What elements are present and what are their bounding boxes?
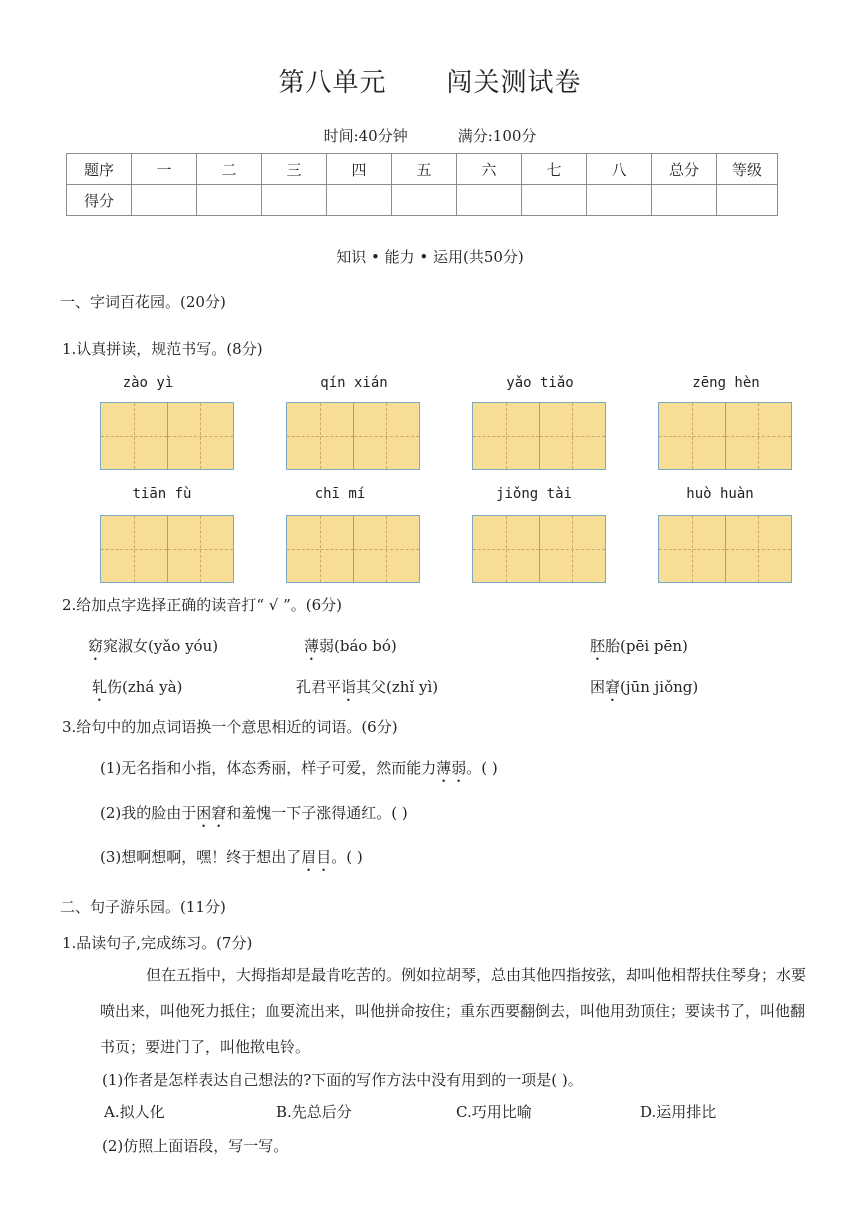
q3-item[interactable]: (2)我的脸由于困窘和羞愧一下子涨得通红。( ) — [100, 804, 408, 822]
score-cell[interactable] — [262, 185, 327, 216]
q2-label: 2.给加点字选择正确的读音打“ √ ”。(6分) — [62, 596, 342, 614]
header-cell: 一 — [132, 154, 197, 185]
reading-choice-item[interactable]: 窈窕淑女(yǎo yóu) — [88, 637, 219, 655]
score-cell[interactable] — [717, 185, 778, 216]
option-b[interactable]: B.先总后分 — [276, 1103, 352, 1121]
writing-grid[interactable] — [100, 515, 234, 583]
part-title: 知识 • 能力 • 运用(共50分) — [336, 248, 524, 266]
q3-label: 3.给句中的加点词语换一个意思相近的词语。(6分) — [62, 718, 398, 736]
grid-cell[interactable] — [539, 403, 606, 469]
dotted-word: 困窘 — [196, 804, 227, 822]
writing-grid[interactable] — [658, 515, 792, 583]
grid-cell[interactable] — [725, 403, 792, 469]
header-cell: 七 — [522, 154, 587, 185]
grid-cell[interactable] — [101, 516, 167, 582]
writing-grid[interactable] — [658, 402, 792, 470]
score-table — [66, 153, 778, 216]
q3-item[interactable]: (3)想啊想啊，嘿！终于想出了眉目。( ) — [100, 848, 363, 866]
dotted-char: 窈 — [88, 637, 104, 655]
header-cell: 等级 — [717, 154, 778, 185]
writing-grid[interactable] — [100, 402, 234, 470]
score-cell[interactable] — [587, 185, 652, 216]
page-title — [0, 62, 860, 99]
option-d[interactable]: D.运用排比 — [640, 1103, 717, 1121]
section1-heading: 一、字词百花园。(20分) — [60, 293, 226, 311]
header-cell: 五 — [392, 154, 457, 185]
grid-cell[interactable] — [353, 403, 420, 469]
option-c[interactable]: C.巧用比喻 — [456, 1103, 532, 1121]
header-cell: 八 — [587, 154, 652, 185]
s2-q1-label: 1.品读句子,完成练习。(7分) — [62, 934, 253, 952]
s2-sub1: (1)作者是怎样表达自己想法的?下面的写作方法中没有用到的一项是( )。 — [102, 1071, 583, 1089]
score-cell[interactable] — [392, 185, 457, 216]
title-unit: 第八单元 — [278, 68, 387, 98]
dotted-char: 胚 — [590, 637, 606, 655]
writing-grid[interactable] — [286, 402, 420, 470]
score-cell[interactable] — [522, 185, 587, 216]
dotted-char: 薄 — [304, 637, 320, 655]
pinyin-label: huò huàn — [686, 486, 754, 502]
s2-sub2: (2)仿照上面语段，写一写。 — [102, 1137, 289, 1155]
dotted-word: 眉目 — [301, 848, 332, 866]
score-cell[interactable] — [132, 185, 197, 216]
pinyin-label: zào yì — [122, 375, 174, 391]
grid-cell[interactable] — [167, 516, 234, 582]
grid-cell[interactable] — [659, 403, 725, 469]
reading-passage: 但在五指中，大拇指却是最肯吃苦的。例如拉胡琴，总由其他四指按弦，却叫他相帮扶住琴身；水要喷出来，叫他死力抵住；血要流出来，叫他拼命按住；重东西要翻倒去，叫他用劲顶住；要读书了，叫他翻书页；要进门了，叫他揿电铃。 — [100, 966, 807, 1056]
writing-grid[interactable] — [472, 515, 606, 583]
pinyin-label: zēng hèn — [692, 375, 760, 391]
dotted-char: 轧 — [92, 678, 108, 696]
grid-cell[interactable] — [539, 516, 606, 582]
grid-cell[interactable] — [473, 403, 539, 469]
pinyin-label: jiǒng tài — [496, 486, 572, 502]
q1-label: 1.认真拼读，规范书写。(8分) — [62, 340, 263, 358]
writing-grid[interactable] — [286, 515, 420, 583]
score-table-score-row — [67, 185, 778, 216]
reading-choice-item[interactable]: 孔君平诣其父(zhǐ yì) — [296, 678, 439, 696]
reading-choice-item[interactable]: 胚胎(pēi pēn) — [590, 637, 688, 655]
header-cell: 题序 — [67, 154, 132, 185]
grid-cell[interactable] — [287, 516, 353, 582]
dotted-char: 窘 — [605, 678, 621, 696]
q3-item[interactable]: (1)无名指和小指，体态秀丽，样子可爱，然而能力薄弱。( ) — [100, 759, 498, 777]
score-cell[interactable] — [652, 185, 717, 216]
grid-cell[interactable] — [167, 403, 234, 469]
option-a[interactable]: A.拟人化 — [104, 1103, 165, 1121]
section2-heading: 二、句子游乐园。(11分) — [60, 898, 226, 916]
reading-choice-item[interactable]: 轧伤(zhá yà) — [92, 678, 183, 696]
pinyin-label: chī mí — [314, 486, 366, 502]
header-cell: 总分 — [652, 154, 717, 185]
header-cell: 四 — [327, 154, 392, 185]
title-test: 闯关测试卷 — [446, 68, 582, 98]
grid-cell[interactable] — [101, 403, 167, 469]
score-cell[interactable] — [197, 185, 262, 216]
header-cell: 二 — [197, 154, 262, 185]
time-limit: 时间:40分钟 — [323, 127, 408, 145]
grid-cell[interactable] — [287, 403, 353, 469]
pinyin-label: qín xián — [320, 375, 388, 391]
grid-cell[interactable] — [473, 516, 539, 582]
header-cell: 六 — [457, 154, 522, 185]
reading-choice-item[interactable]: 困窘(jūn jiǒng) — [590, 678, 699, 696]
score-row-label: 得分 — [67, 185, 132, 216]
grid-cell[interactable] — [725, 516, 792, 582]
dotted-char: 诣 — [341, 678, 357, 696]
score-cell[interactable] — [327, 185, 392, 216]
header-cell: 三 — [262, 154, 327, 185]
pinyin-label: tiān fù — [132, 486, 192, 502]
grid-cell[interactable] — [353, 516, 420, 582]
exam-meta — [0, 125, 860, 146]
pinyin-label: yǎo tiǎo — [506, 375, 574, 391]
writing-grid[interactable] — [472, 402, 606, 470]
score-table-header-row — [67, 154, 778, 185]
grid-cell[interactable] — [659, 516, 725, 582]
dotted-word: 薄弱 — [436, 759, 467, 777]
full-score: 满分:100分 — [457, 127, 537, 145]
reading-choice-item[interactable]: 薄弱(báo bó) — [304, 637, 397, 655]
score-cell[interactable] — [457, 185, 522, 216]
